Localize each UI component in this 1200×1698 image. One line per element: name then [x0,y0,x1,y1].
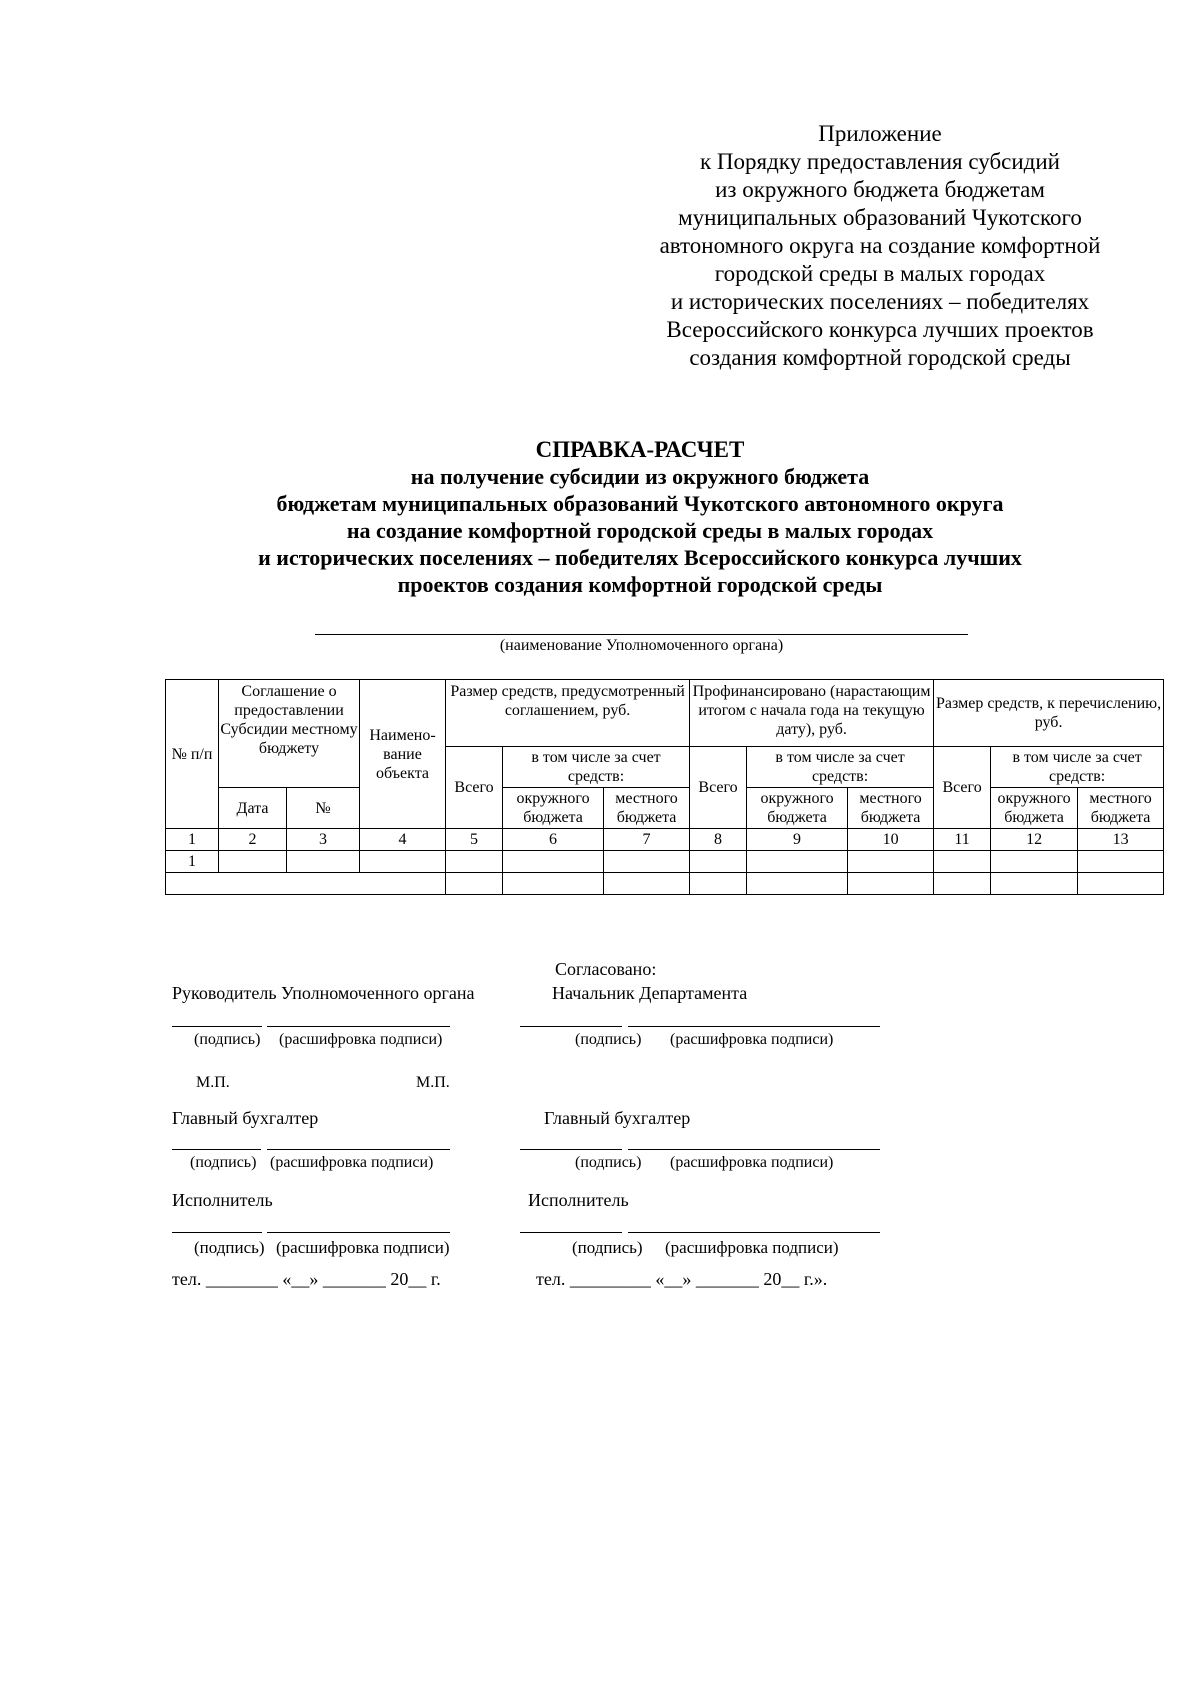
header-incl: в том числе за счет средств: [503,747,690,788]
table-cell[interactable] [690,873,747,895]
phone-date-left[interactable]: тел. ________ «__» _______ 20__ г. [172,1269,441,1289]
header-district-budget: окружного бюджета [747,788,848,829]
signature-field[interactable] [172,1026,262,1027]
stamp-place: М.П. [196,1074,230,1091]
title-line: бюджетам муниципальных образований Чукотского автономного округа [276,491,1004,516]
decode-caption: (расшифровка подписи) [276,1238,450,1257]
header-agreement: Соглашение о предоставлении Субсидии местному бюджету [219,680,360,788]
agreed-label: Согласовано: [555,959,657,979]
column-number: 13 [1078,829,1164,851]
appendix-line: городской среды в малых городах [714,261,1046,286]
table-cell[interactable] [747,873,848,895]
sign-caption: (подпись) [194,1238,265,1257]
table-cell[interactable] [991,851,1078,873]
header-incl: в том числе за счет средств: [747,747,934,788]
appendix-line: и исторических поселениях – победителях [670,289,1090,314]
signature-field[interactable] [172,1232,262,1233]
header-no: № [287,788,360,829]
table-cell[interactable] [1078,851,1164,873]
header-total: Всего [690,747,747,829]
decode-caption: (расшифровка подписи) [279,1031,443,1048]
decode-caption: (расшифровка подписи) [670,1031,834,1048]
table-row [166,851,1164,873]
accountant-left-label: Главный бухгалтер [172,1108,319,1128]
title-line: на получение субсидии из окружного бюджета [410,464,870,489]
table-cell[interactable] [934,851,991,873]
table-cell[interactable] [690,851,747,873]
signature-decode-field[interactable] [267,1149,450,1150]
header-incl: в том числе за счет средств: [991,747,1164,788]
header-local-budget: местного бюджета [604,788,690,829]
header-local-budget: местного бюджета [1078,788,1164,829]
header-total: Всего [446,747,503,829]
decode-caption: (расшифровка подписи) [670,1154,834,1171]
table-cell[interactable] [604,851,690,873]
table-cell[interactable] [1078,873,1164,895]
column-number: 10 [848,829,934,851]
executor-left-label: Исполнитель [172,1190,273,1210]
decode-caption: (расшифровка подписи) [270,1154,434,1171]
column-number: 12 [991,829,1078,851]
executor-right-label: Исполнитель [528,1190,629,1210]
sign-caption: (подпись) [190,1154,257,1171]
column-number: 1 [166,829,219,851]
table-cell[interactable] [166,873,446,895]
phone-date-right[interactable]: тел. _________ «__» _______ 20__ г.». [536,1269,828,1289]
title-line: и исторических поселениях – победителях Всероссийского конкурса лучших [258,545,1022,570]
row-number: 1 [166,851,219,873]
stamp-place: М.П. [416,1074,450,1091]
column-number: 3 [287,829,360,851]
signature-field[interactable] [520,1232,622,1233]
table-cell[interactable] [287,851,360,873]
table-cell[interactable] [503,851,604,873]
table-cell[interactable] [848,851,934,873]
signature-decode-field[interactable] [267,1232,450,1233]
header-district-budget: окружного бюджета [991,788,1078,829]
header-agreed-amount: Размер средств, предусмотренный соглашением, руб. [446,680,690,747]
column-number: 9 [747,829,848,851]
table-cell[interactable] [446,873,503,895]
column-number: 6 [503,829,604,851]
header-num: № п/п [166,680,219,829]
title-line: на создание комфортной городской среды в малых городах [346,518,934,543]
signature-field[interactable] [520,1149,622,1150]
document-title [160,436,1120,598]
header-local-budget: местного бюджета [848,788,934,829]
header-district-budget: окружного бюджета [503,788,604,829]
authority-name-field[interactable] [315,634,968,635]
table-cell[interactable] [991,873,1078,895]
header-transfer-amount: Размер средств, к перечислению, руб. [934,680,1164,747]
table-cell[interactable] [219,851,287,873]
signature-decode-field[interactable] [267,1026,450,1027]
sign-caption: (подпись) [575,1154,642,1171]
title-line: проектов создания комфортной городской среды [397,572,883,597]
table-cell[interactable] [848,873,934,895]
appendix-line: муниципальных образований Чукотского [678,205,1082,230]
sign-caption: (подпись) [194,1031,261,1048]
appendix-line: Приложение [818,121,942,146]
signature-decode-field[interactable] [628,1232,880,1233]
header-date: Дата [219,788,287,829]
column-number: 7 [604,829,690,851]
signature-decode-field[interactable] [628,1149,880,1150]
appendix-line: Всероссийского конкурса лучших проектов [666,317,1094,342]
column-number: 8 [690,829,747,851]
header-total: Всего [934,747,991,829]
table-cell[interactable] [503,873,604,895]
appendix-line: создания комфортной городской среды [689,345,1071,370]
sign-caption: (подпись) [572,1238,643,1257]
table-cell[interactable] [747,851,848,873]
header-financed: Профинансировано (нарастающим итогом с начала года на текущую дату), руб. [690,680,934,747]
table-cell[interactable] [446,851,503,873]
accountant-right-label: Главный бухгалтер [544,1108,691,1128]
table-cell[interactable] [360,851,446,873]
signature-field[interactable] [172,1149,261,1150]
appendix-line: автономного округа на создание комфортной [659,233,1101,258]
header-object: Наимено- вание объекта [360,680,446,829]
title-main: СПРАВКА-РАСЧЕТ [535,437,745,462]
column-number: 11 [934,829,991,851]
appendix-line: к Порядку предоставления субсидий [700,149,1060,174]
column-number: 4 [360,829,446,851]
table-row [166,873,1164,895]
appendix-block [640,120,1120,372]
head-right-label: Начальник Департамента [552,983,748,1003]
signature-field[interactable] [520,1026,622,1027]
decode-caption: (расшифровка подписи) [665,1238,839,1257]
appendix-line: из окружного бюджета бюджетам [715,177,1045,202]
calculation-table [165,679,1164,895]
authority-caption: (наименование Уполномоченного органа) [499,637,784,654]
column-number: 2 [219,829,287,851]
column-number: 5 [446,829,503,851]
sign-caption: (подпись) [575,1031,642,1048]
head-left-label: Руководитель Уполномоченного органа [172,983,475,1003]
table-cell[interactable] [934,873,991,895]
table-cell[interactable] [604,873,690,895]
signature-decode-field[interactable] [628,1026,880,1027]
